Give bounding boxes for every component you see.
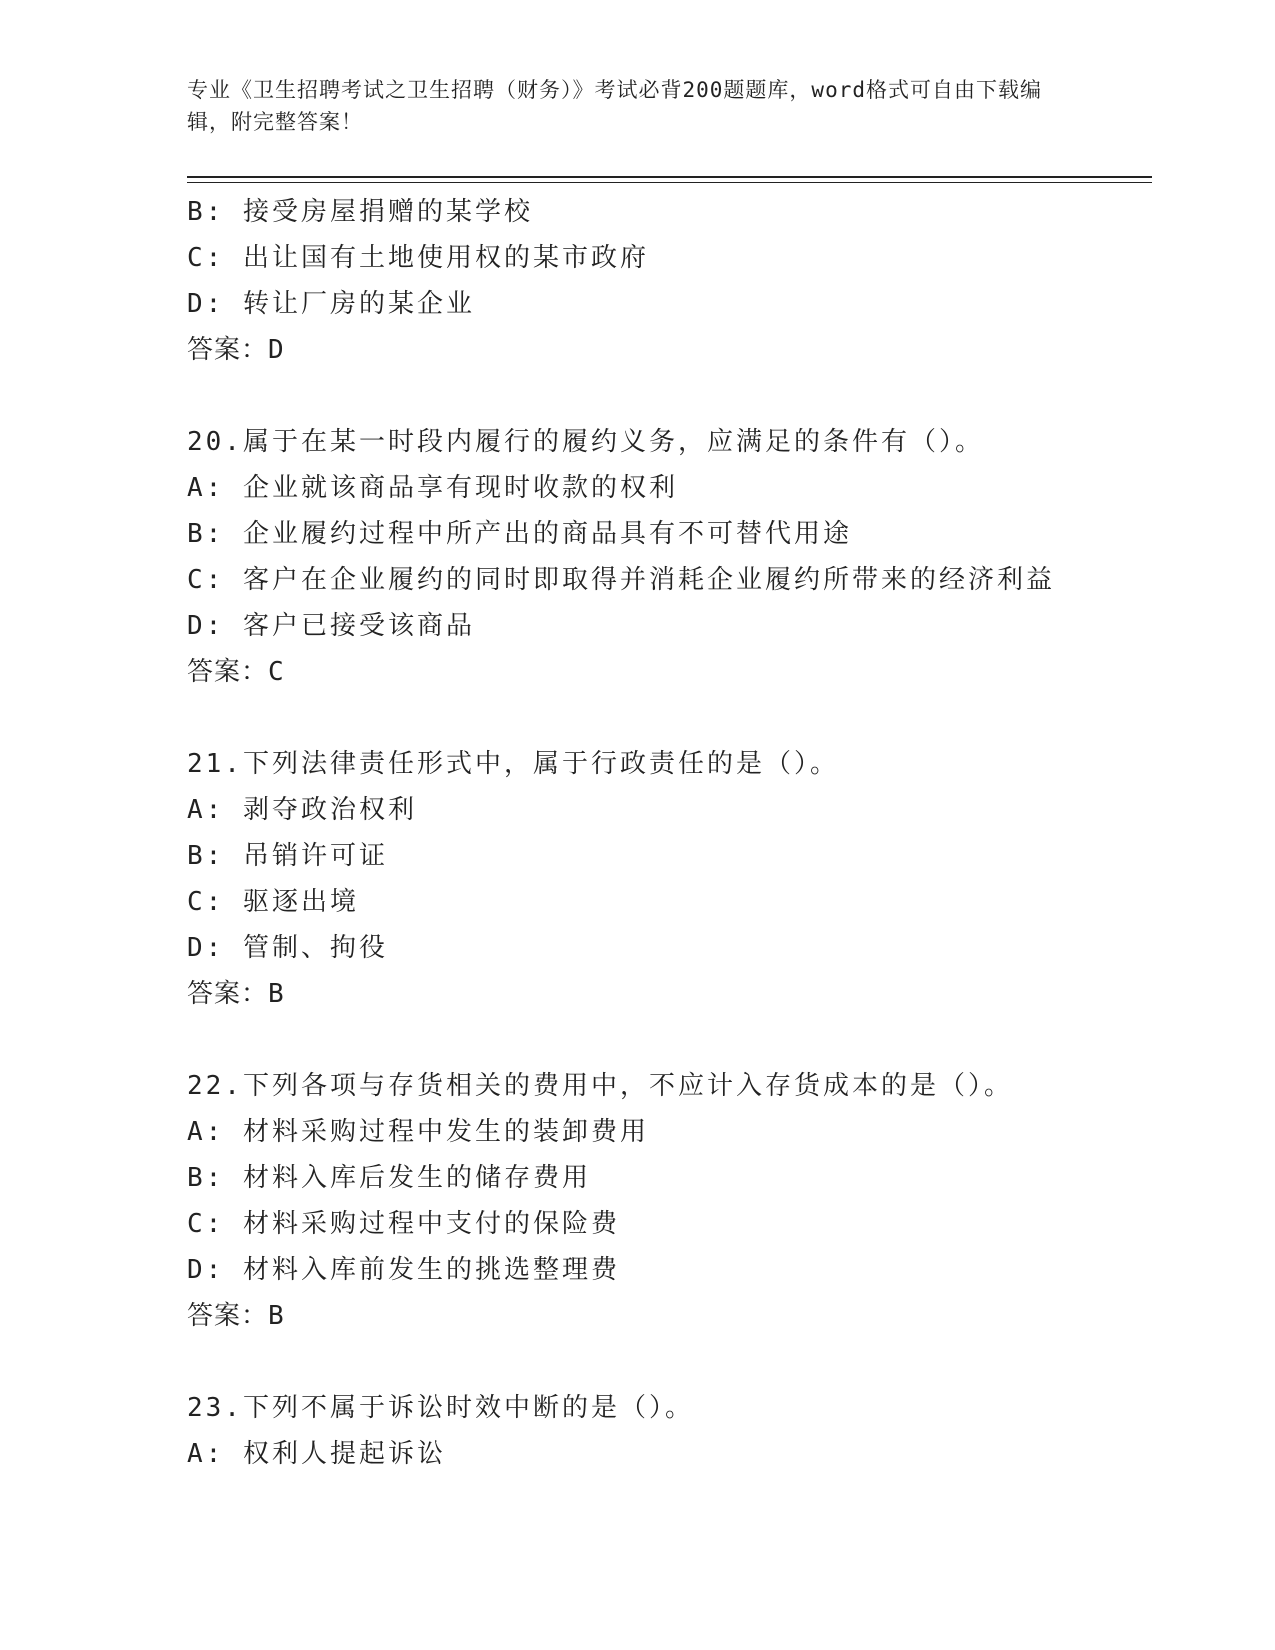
spacer <box>187 695 1167 741</box>
spacer <box>187 1017 1167 1063</box>
document-header: 专业《卫生招聘考试之卫生招聘（财务）》考试必背200题题库，word格式可自由下载编辑，附完整答案！ <box>187 78 1042 134</box>
q20-option-b: B: 企业履约过程中所产出的商品具有不可替代用途 <box>187 519 852 549</box>
q22-option-a: A: 材料采购过程中发生的装卸费用 <box>187 1117 649 1147</box>
q23-stem: 23.下列不属于诉讼时效中断的是（）。 <box>187 1393 694 1423</box>
q22-option-c: C: 材料采购过程中支付的保险费 <box>187 1209 620 1239</box>
q20-stem: 20.属于在某一时段内履行的履约义务，应满足的条件有（）。 <box>187 427 984 457</box>
q22-answer: 答案：B <box>187 1301 285 1331</box>
q21-answer: 答案：B <box>187 979 285 1009</box>
header-divider-thick <box>187 176 1152 178</box>
question-list <box>187 189 1167 1477</box>
q19-option-d: D: 转让厂房的某企业 <box>187 289 475 319</box>
q20-option-a: A: 企业就该商品享有现时收款的权利 <box>187 473 678 503</box>
q19-answer: 答案：D <box>187 335 285 365</box>
q21-option-b: B: 吊销许可证 <box>187 841 388 871</box>
q21-option-a: A: 剥夺政治权利 <box>187 795 417 825</box>
q21-option-c: C: 驱逐出境 <box>187 887 359 917</box>
q22-option-b: B: 材料入库后发生的储存费用 <box>187 1163 591 1193</box>
q20-option-c: C: 客户在企业履约的同时即取得并消耗企业履约所带来的经济利益 <box>187 565 1055 595</box>
spacer <box>187 1339 1167 1385</box>
spacer <box>187 373 1167 419</box>
q21-option-d: D: 管制、拘役 <box>187 933 388 963</box>
q20-option-d: D: 客户已接受该商品 <box>187 611 475 641</box>
q20-answer: 答案：C <box>187 657 285 687</box>
q23-option-a: A: 权利人提起诉讼 <box>187 1439 446 1469</box>
q21-stem: 21.下列法律责任形式中，属于行政责任的是（）。 <box>187 749 839 779</box>
q19-option-b: B: 接受房屋捐赠的某学校 <box>187 197 533 227</box>
q19-option-c: C: 出让国有土地使用权的某市政府 <box>187 243 649 273</box>
q22-option-d: D: 材料入库前发生的挑选整理费 <box>187 1255 620 1285</box>
header-divider-thin <box>187 182 1152 183</box>
q22-stem: 22.下列各项与存货相关的费用中，不应计入存货成本的是（）。 <box>187 1071 1013 1101</box>
